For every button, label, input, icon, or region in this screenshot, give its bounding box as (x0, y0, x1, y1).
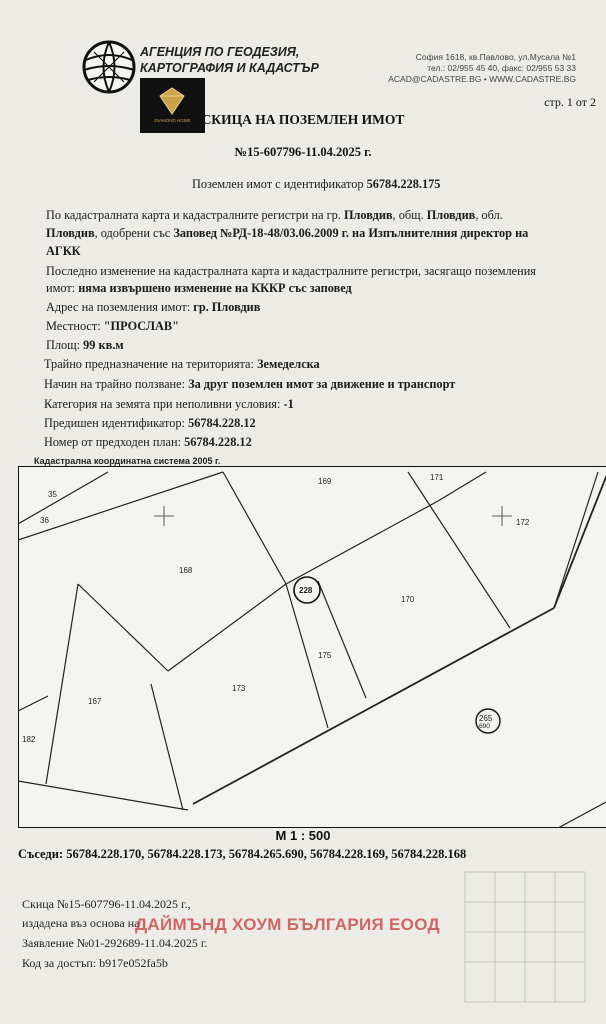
map-scale: М 1 : 500 (275, 828, 331, 843)
parcel-label: 35 (48, 490, 57, 499)
parcel-label: 172 (516, 518, 530, 527)
previous-plan-line: Номер от предходен план: 56784.228.12 (44, 435, 252, 449)
identifier-line: Поземлен имот с идентификатор 56784.228.175 (192, 177, 441, 191)
footer-issued: издадена въз основа на (22, 916, 140, 930)
footer-access-code: Код за достъп: b917e052fa5b (22, 956, 168, 970)
parcel-label: 36 (40, 516, 49, 525)
parcel-label: 175 (318, 651, 332, 660)
area-line: Площ: 99 кв.м (46, 338, 124, 352)
parcel-label: 173 (232, 684, 246, 693)
parcel-label: 171 (430, 473, 444, 482)
parcel-label: 170 (401, 595, 415, 604)
basis-line-1: По кадастралната карта и кадастралните регистри на гр. Пловдив, общ. Пловдив, обл. (46, 208, 503, 222)
previous-identifier-line: Предишен идентификатор: 56784.228.12 (44, 416, 256, 430)
last-change-value-line: имот: няма извършено изменение на КККР със заповед (46, 281, 352, 295)
parcel-label: 265 (479, 714, 493, 723)
page-number: стр. 1 от 2 (544, 95, 596, 109)
parcel-label: 690 (479, 723, 490, 730)
locality-line: Местност: "ПРОСЛАВ" (46, 319, 179, 333)
purpose-line: Трайно предназначение на територията: Земеделска (44, 357, 320, 371)
last-change-line: Последно изменение на кадастралната карта и кадастралните регистри, засягащо поземления (46, 264, 536, 278)
category-line: Категория на земята при неполивни условия: -1 (44, 397, 294, 411)
use-line: Начин на трайно ползване: За друг поземлен имот за движение и транспорт (44, 377, 456, 391)
company-watermark: ДАЙМЪНД ХОУМ БЪЛГАРИЯ ЕООД (135, 915, 440, 934)
document-title: СКИЦА НА ПОЗЕМЛЕН ИМОТ (201, 112, 405, 127)
logo-text: DIAMOND HOME (154, 118, 191, 123)
basis-line-3: АГКК (46, 244, 81, 258)
coordinate-system-label: Кадастрална координатна система 2005 г. (34, 456, 221, 466)
cadastral-map (18, 466, 606, 828)
sketch-number: №15-607796-11.04.2025 г. (234, 145, 372, 159)
agency-contacts: София 1618, кв.Павлово, ул.Мусала №1 тел.: 02/955 45 40, факс: 02/955 53 33 ACAD@CADASTRE.BG • WWW.CADASTRE.BG (388, 52, 576, 84)
footer-sketch: Скица №15-607796-11.04.2025 г., (22, 897, 191, 911)
neighbours-line: Съседи: 56784.228.170, 56784.228.173, 56784.265.690, 56784.228.169, 56784.228.168 (18, 847, 467, 861)
parcel-label: 168 (179, 566, 193, 575)
footer-application: Заявление №01-292689-11.04.2025 г. (22, 936, 208, 950)
parcel-label: 228 (299, 586, 313, 595)
parcel-label: 182 (22, 735, 36, 744)
stamp-grid (455, 862, 595, 1012)
basis-line-2: Пловдив, одобрени със Заповед №РД-18-48/03.06.2009 г. на Изпълнителния директор на (46, 226, 529, 240)
agency-name: АГЕНЦИЯ ПО ГЕОДЕЗИЯ, КАРТОГРАФИЯ И КАДАСТЪР (140, 45, 319, 75)
address-line: Адрес на поземления имот: гр. Пловдив (46, 300, 261, 314)
agency-globe-logo (80, 38, 138, 96)
parcel-label: 167 (88, 697, 102, 706)
parcel-label: 169 (318, 477, 332, 486)
